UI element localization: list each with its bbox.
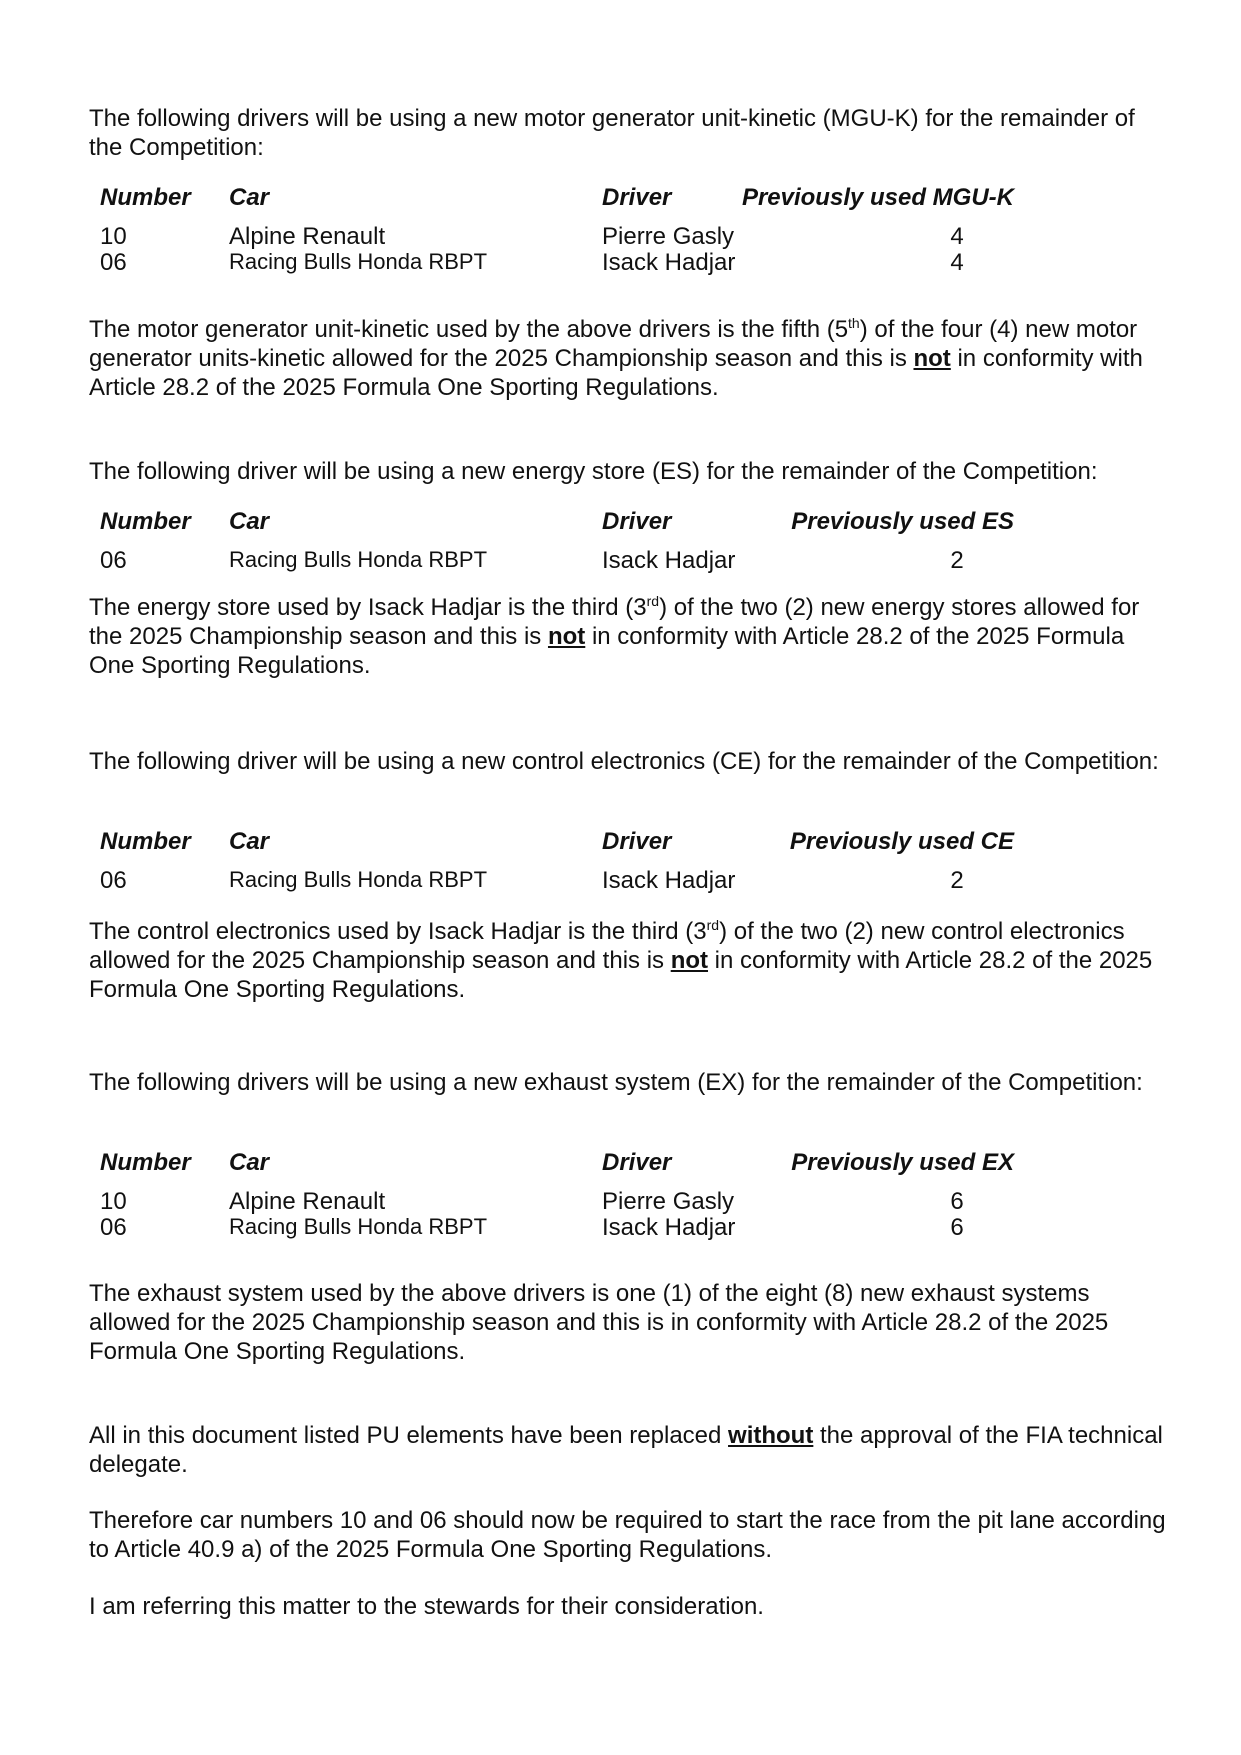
header-previously-used: Previously used MGU-K (741, 184, 1014, 211)
referral-statement: I am referring this matter to the stewards for their consideration. (89, 1593, 764, 1620)
mguk-conformity-note: The motor generator unit-kinetic used by the above drivers is the fifth (5th) of the four (4) new motor generator units-kinetic allowed for the 2025 Championship season and this is not in conformity with Article 28.2 of the 2025 Formula One Sporting Regulations. (89, 315, 1143, 401)
cell-number: 06 (100, 1214, 127, 1241)
table-header (100, 828, 1100, 857)
header-number: Number (100, 828, 191, 855)
cell-car: Alpine Renault (229, 1188, 386, 1215)
table-header (100, 1149, 1100, 1178)
cell-previously-used: 2 (950, 867, 964, 894)
es-intro: The following driver will be using a new energy store (ES) for the remainder of the Competition: (89, 458, 1098, 485)
cell-car: Racing Bulls Honda RBPT (229, 547, 488, 572)
cell-driver: Pierre Gasly (602, 223, 735, 250)
cell-previously-used: 4 (950, 223, 964, 250)
header-number: Number (100, 1149, 191, 1176)
cell-car: Racing Bulls Honda RBPT (229, 867, 488, 892)
pit-lane-statement: Therefore car numbers 10 and 06 should now be required to start the race from the pit lane according to Article 40.9 a) of the 2025 Formula One Sporting Regulations. (89, 1507, 1166, 1563)
header-car: Car (229, 1149, 270, 1176)
cell-number: 10 (100, 1188, 127, 1215)
cell-driver: Isack Hadjar (602, 547, 736, 574)
header-car: Car (229, 184, 270, 211)
header-previously-used: Previously used EX (791, 1149, 1014, 1176)
ce-intro: The following driver will be using a new control electronics (CE) for the remainder of the Competition: (89, 748, 1159, 775)
cell-car: Racing Bulls Honda RBPT (229, 1214, 488, 1239)
header-previously-used: Previously used CE (789, 828, 1014, 855)
table-row (100, 1214, 1100, 1243)
header-number: Number (100, 184, 191, 211)
header-number: Number (100, 508, 191, 535)
approval-statement: All in this document listed PU elements have been replaced without the approval of the FIA technical delegate. (89, 1422, 1163, 1478)
table-row (100, 1188, 1100, 1217)
cell-driver: Pierre Gasly (602, 1188, 735, 1215)
cell-car: Alpine Renault (229, 223, 386, 250)
mguk-intro: The following drivers will be using a new motor generator unit-kinetic (MGU-K) for the remainder of the Competition: (89, 105, 1135, 161)
cell-previously-used: 2 (950, 547, 964, 574)
table-row (100, 249, 1100, 278)
cell-driver: Isack Hadjar (602, 867, 736, 894)
cell-driver: Isack Hadjar (602, 249, 736, 276)
cell-number: 10 (100, 223, 127, 250)
header-previously-used: Previously used ES (791, 508, 1014, 535)
cell-previously-used: 4 (950, 249, 964, 276)
header-driver: Driver (602, 184, 672, 211)
table-row (100, 223, 1100, 252)
cell-number: 06 (100, 547, 127, 574)
table-row (100, 867, 1100, 896)
ce-conformity-note: The control electronics used by Isack Hadjar is the third (3rd) of the two (2) new control electronics allowed for the 2025 Championship season and this is not in conformity with Article 28.2 of the 2025 Formula One Sporting Regulations. (89, 917, 1153, 1003)
es-conformity-note: The energy store used by Isack Hadjar is the third (3rd) of the two (2) new energy stores allowed for the 2025 Championship season and this is not in conformity with Article 28.2 of the 2025 Formula One Sporting Regulations. (89, 593, 1140, 679)
cell-car: Racing Bulls Honda RBPT (229, 249, 488, 274)
ex-conformity-note: The exhaust system used by the above drivers is one (1) of the eight (8) new exhaust systems allowed for the 2025 Championship season and this is in conformity with Article 28.2 of the 2025 Formula One Sporting Regulations. (89, 1280, 1109, 1365)
cell-previously-used: 6 (950, 1188, 964, 1215)
cell-previously-used: 6 (950, 1214, 964, 1241)
cell-number: 06 (100, 249, 127, 276)
ex-intro: The following drivers will be using a new exhaust system (EX) for the remainder of the Competition: (89, 1069, 1143, 1096)
header-car: Car (229, 508, 270, 535)
header-car: Car (229, 828, 270, 855)
table-header (100, 508, 1100, 537)
cell-number: 06 (100, 867, 127, 894)
cell-driver: Isack Hadjar (602, 1214, 736, 1241)
table-header (100, 184, 1100, 213)
header-driver: Driver (602, 828, 672, 855)
header-driver: Driver (602, 1149, 672, 1176)
table-row (100, 547, 1100, 576)
header-driver: Driver (602, 508, 672, 535)
